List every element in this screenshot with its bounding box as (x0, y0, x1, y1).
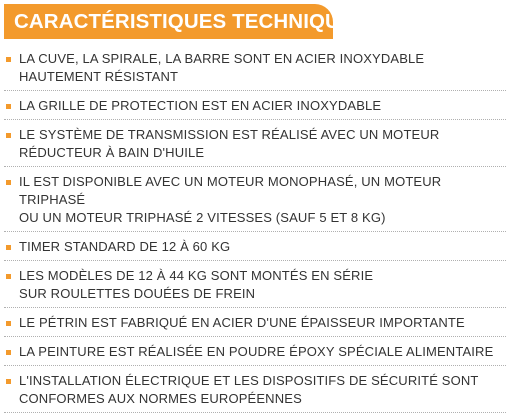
spec-line: TIMER STANDARD DE 12 À 60 KG (19, 239, 231, 254)
list-item (4, 232, 506, 261)
list-item (4, 44, 506, 91)
spec-line: CONFORMES AUX NORMES EUROPÉENNES (19, 391, 302, 406)
square-bullet-icon (6, 379, 11, 384)
square-bullet-icon (6, 104, 11, 109)
list-item (4, 261, 506, 308)
section-banner (4, 4, 368, 39)
square-bullet-icon (6, 350, 11, 355)
spec-line: HAUTEMENT RÉSISTANT (19, 69, 179, 84)
spec-line: LA PEINTURE EST RÉALISÉE EN POUDRE ÉPOXY SPÉCIALE ALIMENTAIRE (19, 344, 494, 359)
square-bullet-icon (6, 245, 11, 250)
spec-line: LE SYSTÈME DE TRANSMISSION EST RÉALISÉ AVEC UN MOTEUR (19, 127, 440, 142)
section-title: CARACTÉRISTIQUES TECHNIQUES (14, 9, 368, 33)
list-item (4, 120, 506, 167)
spec-line: LES MODÈLES DE 12 À 44 KG SONT MONTÉS EN SÉRIE (19, 268, 374, 283)
spec-line: LE PÉTRIN EST FABRIQUÉ EN ACIER D'UNE ÉPAISSEUR IMPORTANTE (19, 315, 465, 330)
spec-line: RÉDUCTEUR À BAIN D'HUILE (19, 145, 205, 160)
square-bullet-icon (6, 274, 11, 279)
square-bullet-icon (6, 180, 11, 185)
list-item (4, 91, 506, 120)
spec-line: SUR ROULETTES DOUÉES DE FREIN (19, 286, 256, 301)
list-item (4, 308, 506, 337)
square-bullet-icon (6, 57, 11, 62)
spec-line: OU UN MOTEUR TRIPHASÉ 2 VITESSES (SAUF 5 ET 8 KG) (19, 210, 386, 225)
spec-list (4, 44, 506, 413)
spec-line: LA GRILLE DE PROTECTION EST EN ACIER INOXYDABLE (19, 98, 382, 113)
spec-line: L'INSTALLATION ÉLECTRIQUE ET LES DISPOSITIFS DE SÉCURITÉ SONT (19, 373, 479, 388)
list-item (4, 337, 506, 366)
spec-line: LA CUVE, LA SPIRALE, LA BARRE SONT EN ACIER INOXYDABLE (19, 51, 425, 66)
list-item (4, 366, 506, 413)
square-bullet-icon (6, 321, 11, 326)
square-bullet-icon (6, 133, 11, 138)
list-item (4, 167, 506, 232)
spec-line: IL EST DISPONIBLE AVEC UN MOTEUR MONOPHASÉ, UN MOTEUR TRIPHASÉ (19, 174, 442, 207)
